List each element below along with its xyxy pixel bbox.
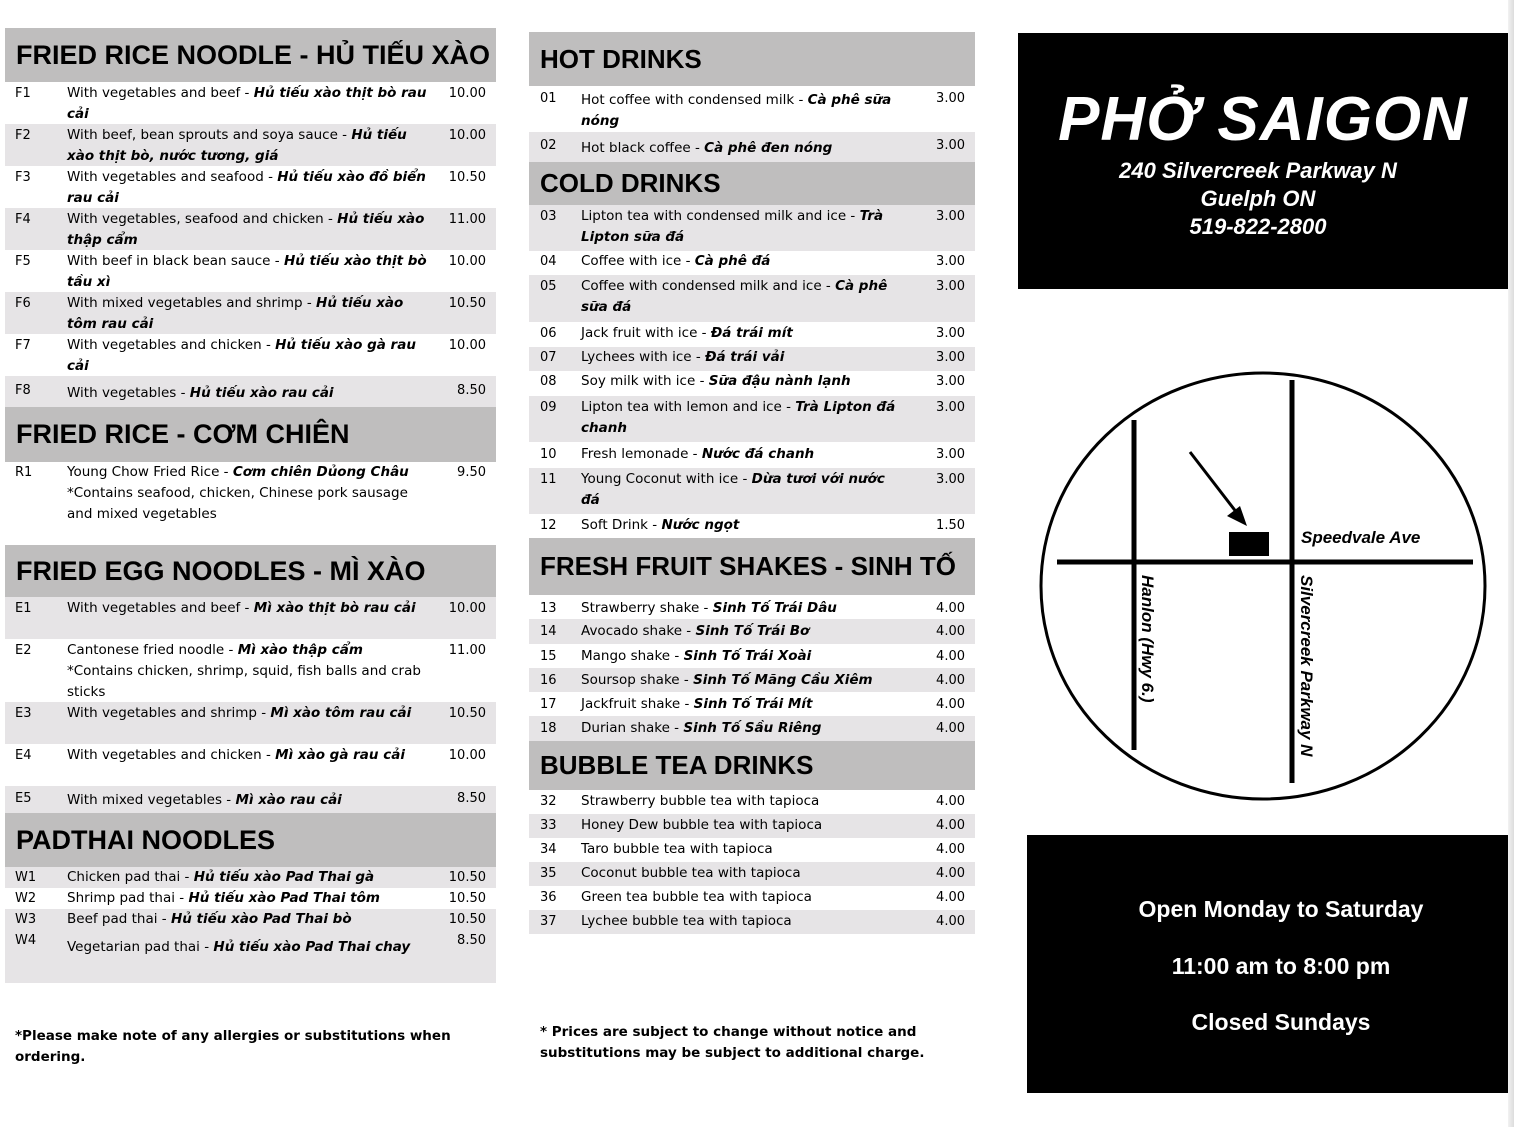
item-price: 10.00	[448, 748, 486, 763]
item-price: 1.50	[936, 518, 965, 533]
item-desc	[67, 83, 427, 125]
item-desc	[67, 167, 427, 209]
item-vi: Hủ tiếu xào thịt bò tầu xì	[67, 253, 427, 290]
item-en: Coffee with condensed milk and ice -	[581, 278, 836, 294]
item-code: 03	[540, 209, 557, 224]
menu-item-F3	[5, 166, 496, 208]
item-code: 07	[540, 350, 557, 365]
street-label-speedvale: Speedvale Ave	[1301, 528, 1421, 547]
menu-item-E2	[5, 639, 496, 702]
item-en: With mixed vegetables and shrimp -	[67, 295, 317, 311]
item-en: Lychees with ice -	[581, 349, 706, 365]
prices-note	[540, 1022, 924, 1064]
map-circle	[1041, 373, 1485, 799]
address-line-2: Guelph ON	[1200, 186, 1316, 211]
item-code: 17	[540, 697, 557, 712]
item-code: 16	[540, 673, 557, 688]
item-code: 12	[540, 518, 557, 533]
item-en: Coffee with ice -	[581, 253, 695, 269]
item-en: Green tea bubble tea with tapioca	[581, 889, 812, 905]
item-code: E1	[15, 601, 32, 616]
item-en: Honey Dew bubble tea with tapioca	[581, 817, 823, 833]
menu-item-F4	[5, 208, 496, 250]
item-price: 4.00	[936, 914, 965, 929]
hours-panel	[1027, 835, 1508, 1093]
item-code: W2	[15, 891, 37, 906]
item-code: 06	[540, 326, 557, 341]
item-vi: Mì xào thập cẩm	[237, 642, 363, 658]
item-en: Hot coffee with condensed milk -	[581, 92, 808, 108]
item-code: 14	[540, 624, 557, 639]
menu-item-F6	[5, 292, 496, 334]
item-vi: Hủ tiếu xào Pad Thai chay	[213, 939, 411, 955]
item-desc	[67, 930, 427, 958]
item-en: Lychee bubble tea with tapioca	[581, 913, 792, 929]
item-en: Young Chow Fried Rice -	[67, 464, 233, 480]
item-desc	[67, 293, 427, 335]
item-vi: Đá trái vải	[705, 349, 785, 365]
item-price: 10.00	[448, 601, 486, 616]
pointer-arrow-head	[1227, 506, 1247, 526]
item-code: 35	[540, 866, 557, 881]
menu-item-F7	[5, 334, 496, 376]
item-en: With mixed vegetables -	[67, 792, 236, 808]
item-en: Strawberry bubble tea with tapioca	[581, 793, 820, 809]
drink-item-03	[529, 205, 975, 251]
location-map	[1039, 370, 1489, 805]
item-vi: Mì xào thịt bò rau cải	[253, 600, 416, 616]
shake-item-14	[529, 619, 975, 644]
item-price: 4.00	[936, 890, 965, 905]
item-en: Taro bubble tea with tapioca	[581, 841, 773, 857]
item-code: 34	[540, 842, 557, 857]
item-price: 4.00	[936, 697, 965, 712]
allergy-note-line2: ordering.	[15, 1049, 86, 1065]
item-price: 4.00	[936, 649, 965, 664]
menu-item-F8	[5, 376, 496, 407]
item-en: Hot black coffee -	[581, 140, 705, 156]
item-price: 4.00	[936, 601, 965, 616]
menu-item-F5	[5, 250, 496, 292]
item-en: Mango shake -	[581, 648, 684, 664]
item-code: 04	[540, 254, 557, 269]
drink-item-10	[529, 442, 975, 468]
item-desc	[67, 125, 427, 167]
item-code: F6	[15, 296, 31, 311]
hours-days: Open Monday to Saturday	[1138, 896, 1424, 922]
menu-item-W3	[5, 909, 496, 930]
item-desc	[581, 839, 908, 860]
drink-item-02	[529, 132, 975, 162]
item-en: Lipton tea with condensed milk and ice -	[581, 208, 860, 224]
item-code: F2	[15, 128, 31, 143]
item-vi: Dừa tươi với nước đá	[581, 471, 885, 508]
item-en: With vegetables, seafood and chicken -	[67, 211, 338, 227]
item-code: 11	[540, 472, 557, 487]
item-code: 36	[540, 890, 557, 905]
item-desc	[581, 718, 908, 739]
item-desc	[67, 380, 427, 404]
section-header-bubble-tea: BUBBLE TEA DRINKS	[529, 741, 975, 790]
item-code: F8	[15, 383, 31, 398]
phone-number: 519-822-2800	[1189, 214, 1327, 239]
item-desc	[581, 397, 908, 439]
item-code: 09	[540, 400, 557, 415]
item-en: Young Coconut with ice -	[581, 471, 752, 487]
menu-item-E4	[5, 744, 496, 786]
drink-item-11	[529, 468, 975, 514]
hours-closed: Closed Sundays	[1191, 1009, 1371, 1035]
item-desc	[581, 515, 908, 536]
brand-panel	[1018, 33, 1508, 289]
item-code: 18	[540, 721, 557, 736]
drink-item-06	[529, 322, 975, 347]
drink-item-08	[529, 371, 975, 396]
item-code: E2	[15, 643, 32, 658]
item-price: 3.00	[936, 326, 965, 341]
street-label-silvercreek: Silvercreek Parkway N	[1297, 575, 1316, 757]
item-vi: Sinh Tố Trái Bơ	[695, 623, 810, 639]
item-code: 32	[540, 794, 557, 809]
section-header-hot-drinks: HOT DRINKS	[529, 32, 975, 86]
item-price: 11.00	[448, 643, 486, 658]
item-desc	[67, 788, 427, 811]
address-line-1: 240 Silvercreek Parkway N	[1119, 158, 1397, 183]
item-price: 10.00	[448, 254, 486, 269]
item-vi: Hủ tiếu xào tôm rau cải	[67, 295, 404, 332]
item-vi: Nước ngọt	[661, 517, 740, 533]
item-desc	[581, 887, 908, 908]
item-vi: Hủ tiếu xào đồ biển rau cải	[67, 169, 426, 206]
item-vi: Hủ tiếu xào gà rau cải	[67, 337, 416, 374]
item-desc	[67, 640, 427, 703]
item-code: F3	[15, 170, 31, 185]
item-en: With beef in black bean sauce -	[67, 253, 284, 269]
item-price: 9.50	[457, 465, 486, 480]
restaurant-marker	[1229, 532, 1269, 556]
item-en: Avocado shake -	[581, 623, 696, 639]
item-price: 10.00	[448, 338, 486, 353]
item-note: *Contains chicken, shrimp, squid, fish balls and crab sticks	[67, 663, 421, 700]
item-en: With vegetables and seafood -	[67, 169, 278, 185]
item-vi: Sinh Tố Mãng Cầu Xiêm	[693, 672, 873, 688]
item-price: 10.50	[448, 891, 486, 906]
item-code: E4	[15, 748, 32, 763]
item-code: F5	[15, 254, 31, 269]
item-vi: Cà phê sữa đá	[581, 278, 888, 315]
item-price: 3.00	[936, 447, 965, 462]
item-desc	[67, 888, 427, 909]
item-en: Coconut bubble tea with tapioca	[581, 865, 801, 881]
item-en: Chicken pad thai -	[67, 869, 194, 885]
shake-item-15	[529, 644, 975, 668]
menu-item-F2	[5, 124, 496, 166]
item-desc	[67, 598, 427, 619]
item-desc	[581, 815, 908, 836]
item-en: With vegetables and chicken -	[67, 337, 276, 353]
item-code: 33	[540, 818, 557, 833]
drink-item-12	[529, 514, 975, 538]
item-price: 10.50	[448, 706, 486, 721]
bubble-item-36	[529, 886, 975, 910]
drink-item-01	[529, 86, 975, 132]
menu-item-R1	[5, 462, 496, 545]
item-desc	[581, 444, 908, 465]
item-price: 4.00	[936, 866, 965, 881]
shake-item-16	[529, 668, 975, 692]
item-price: 3.00	[936, 400, 965, 415]
section-header-padthai-noodles: PADTHAI NOODLES	[5, 813, 496, 867]
item-price: 3.00	[936, 254, 965, 269]
item-vi: Hủ tiếu xào Pad Thai gà	[193, 869, 375, 885]
bubble-item-34	[529, 838, 975, 862]
item-price: 4.00	[936, 794, 965, 809]
item-vi: Sinh Tố Trái Dâu	[712, 600, 837, 616]
item-desc	[581, 347, 908, 368]
map-diagram	[1039, 370, 1489, 805]
item-code: 13	[540, 601, 557, 616]
item-price: 8.50	[457, 933, 486, 948]
item-vi: Mì xào gà rau cải	[275, 747, 405, 763]
shake-item-18	[529, 716, 975, 741]
item-desc	[581, 694, 908, 715]
item-price: 8.50	[457, 791, 486, 806]
item-code: W3	[15, 912, 37, 927]
section-header-fried-rice-noodle: FRIED RICE NOODLE - HỦ TIẾU XÀO	[5, 28, 496, 82]
item-price: 4.00	[936, 624, 965, 639]
item-desc	[67, 335, 427, 377]
item-desc	[67, 703, 427, 724]
item-en: Strawberry shake -	[581, 600, 713, 616]
item-desc	[67, 745, 427, 766]
item-en: Jackfruit shake -	[581, 696, 694, 712]
item-en: Soursop shake -	[581, 672, 694, 688]
item-vi: Hủ tiếu xào thịt bò, nước tương, giá	[67, 127, 407, 164]
item-desc	[581, 469, 908, 511]
item-en: With vegetables and beef -	[67, 600, 254, 616]
drinks-column	[529, 32, 975, 934]
item-desc	[67, 867, 427, 888]
prices-note-line2: substitutions may be subject to additional charge.	[540, 1045, 925, 1061]
item-en: Cantonese fried noodle -	[67, 642, 238, 658]
item-code: 37	[540, 914, 557, 929]
item-code: E5	[15, 791, 32, 806]
item-vi: Cà phê sữa nóng	[581, 92, 892, 129]
shake-item-17	[529, 692, 975, 716]
item-code: W4	[15, 933, 37, 948]
item-price: 3.00	[936, 91, 965, 106]
item-en: With vegetables -	[67, 385, 190, 401]
item-desc	[581, 206, 908, 248]
item-vi: Sinh Tố Trái Xoài	[683, 648, 812, 664]
item-en: Soy milk with ice -	[581, 373, 709, 389]
item-desc	[581, 251, 908, 272]
drink-item-09	[529, 396, 975, 442]
street-label-hanlon: Hanlon (Hwy 6.)	[1138, 575, 1157, 703]
item-vi: Cơm chiên Dủong Châu	[232, 464, 409, 480]
item-price: 10.50	[448, 870, 486, 885]
item-price: 10.50	[448, 296, 486, 311]
menu-item-E1	[5, 597, 496, 639]
item-desc	[581, 276, 908, 318]
bubble-item-33	[529, 814, 975, 838]
item-vi: Cà phê đá	[694, 253, 771, 269]
item-price: 3.00	[936, 350, 965, 365]
item-desc	[67, 909, 427, 930]
item-en: With vegetables and shrimp -	[67, 705, 271, 721]
item-vi: Sữa đậu nành lạnh	[708, 373, 851, 389]
item-vi: Sinh Tố Trái Mít	[693, 696, 813, 712]
item-desc	[581, 911, 908, 932]
item-code: 10	[540, 447, 557, 462]
item-code: F1	[15, 86, 31, 101]
item-code: F7	[15, 338, 31, 353]
item-vi: Hủ tiếu xào thập cẩm	[67, 211, 425, 248]
item-vi: Trà Lipton đá chanh	[581, 399, 896, 436]
item-desc	[67, 462, 427, 525]
item-en: Soft Drink -	[581, 517, 662, 533]
item-en: Fresh lemonade -	[581, 446, 702, 462]
item-price: 3.00	[936, 279, 965, 294]
item-vi: Sinh Tố Sầu Riêng	[683, 720, 822, 736]
section-header-fried-rice: FRIED RICE - CƠM CHIÊN	[5, 407, 496, 462]
item-en: With vegetables and beef -	[67, 85, 254, 101]
menu-item-E5	[5, 786, 496, 813]
item-desc	[581, 621, 908, 642]
item-en: Shrimp pad thai -	[67, 890, 189, 906]
item-vi: Hủ tiếu xào rau cải	[189, 385, 334, 401]
item-price: 10.50	[448, 912, 486, 927]
allergy-note	[15, 1026, 451, 1068]
item-en: Beef pad thai -	[67, 911, 171, 927]
item-en: Durian shake -	[581, 720, 684, 736]
item-code: 15	[540, 649, 557, 664]
section-header-fried-egg-noodles: FRIED EGG NOODLES - MÌ XÀO	[5, 545, 496, 597]
item-en: Lipton tea with lemon and ice -	[581, 399, 796, 415]
section-header-cold-drinks: COLD DRINKS	[529, 162, 975, 205]
item-desc	[67, 251, 427, 293]
item-price: 3.00	[936, 472, 965, 487]
item-price: 3.00	[936, 209, 965, 224]
shake-item-13	[529, 595, 975, 619]
item-desc	[581, 598, 908, 619]
restaurant-name: PHỞ SAIGON	[1058, 85, 1468, 154]
item-code: 02	[540, 138, 557, 153]
item-en: Vegetarian pad thai -	[67, 939, 214, 955]
item-code: W1	[15, 870, 37, 885]
bubble-item-32	[529, 790, 975, 814]
item-vi: Hủ tiếu xào thịt bò rau cải	[67, 85, 427, 122]
prices-note-line1: * Prices are subject to change without notice and	[540, 1024, 917, 1040]
item-code: 08	[540, 374, 557, 389]
item-price: 11.00	[448, 212, 486, 227]
bubble-item-35	[529, 862, 975, 886]
item-en: With vegetables and chicken -	[67, 747, 276, 763]
item-note: *Contains seafood, chicken, Chinese pork sausage and mixed vegetables	[67, 485, 408, 522]
item-vi: Cà phê đen nóng	[704, 140, 833, 156]
item-code: E3	[15, 706, 32, 721]
item-price: 3.00	[936, 138, 965, 153]
item-desc	[581, 88, 908, 132]
drink-item-07	[529, 347, 975, 371]
item-code: 01	[540, 91, 557, 106]
item-price: 10.00	[448, 86, 486, 101]
menu-item-W1	[5, 867, 496, 888]
item-vi: Hủ tiếu xào Pad Thai bò	[170, 911, 352, 927]
item-code: F4	[15, 212, 31, 227]
item-en: With beef, bean sprouts and soya sauce -	[67, 127, 352, 143]
item-price: 8.50	[457, 383, 486, 398]
bubble-item-37	[529, 910, 975, 934]
item-desc	[581, 371, 908, 392]
drink-item-04	[529, 251, 975, 275]
item-vi: Trà Lipton sữa đá	[581, 208, 884, 245]
section-header-fruit-shakes: FRESH FRUIT SHAKES - SINH TỐ	[529, 538, 975, 595]
item-price: 3.00	[936, 374, 965, 389]
item-vi: Đá trái mít	[710, 325, 793, 341]
item-price: 4.00	[936, 818, 965, 833]
hours-time: 11:00 am to 8:00 pm	[1171, 953, 1391, 979]
item-price: 4.00	[936, 842, 965, 857]
item-vi: Nước đá chanh	[701, 446, 815, 462]
menu-item-W2	[5, 888, 496, 909]
item-en: Jack fruit with ice -	[581, 325, 711, 341]
menu-item-F1	[5, 82, 496, 124]
item-desc	[581, 323, 908, 344]
item-vi: Mì xào tôm rau cải	[270, 705, 412, 721]
item-desc	[67, 209, 427, 251]
item-price: 4.00	[936, 673, 965, 688]
item-desc	[581, 135, 908, 159]
item-desc	[581, 646, 908, 667]
item-desc	[581, 670, 908, 691]
menu-item-E3	[5, 702, 496, 744]
item-desc	[581, 791, 908, 812]
left-menu-column	[5, 28, 496, 983]
drink-item-05	[529, 275, 975, 322]
item-vi: Hủ tiếu xào Pad Thai tôm	[188, 890, 380, 906]
item-price: 4.00	[936, 721, 965, 736]
item-vi: Mì xào rau cải	[235, 792, 342, 808]
item-code: 05	[540, 279, 557, 294]
item-price: 10.00	[448, 128, 486, 143]
item-code: R1	[15, 465, 33, 480]
allergy-note-line1: *Please make note of any allergies or substitutions when	[15, 1028, 451, 1044]
pointer-arrow-shaft	[1190, 452, 1237, 513]
item-desc	[581, 863, 908, 884]
item-price: 10.50	[448, 170, 486, 185]
menu-item-W4	[5, 930, 496, 983]
